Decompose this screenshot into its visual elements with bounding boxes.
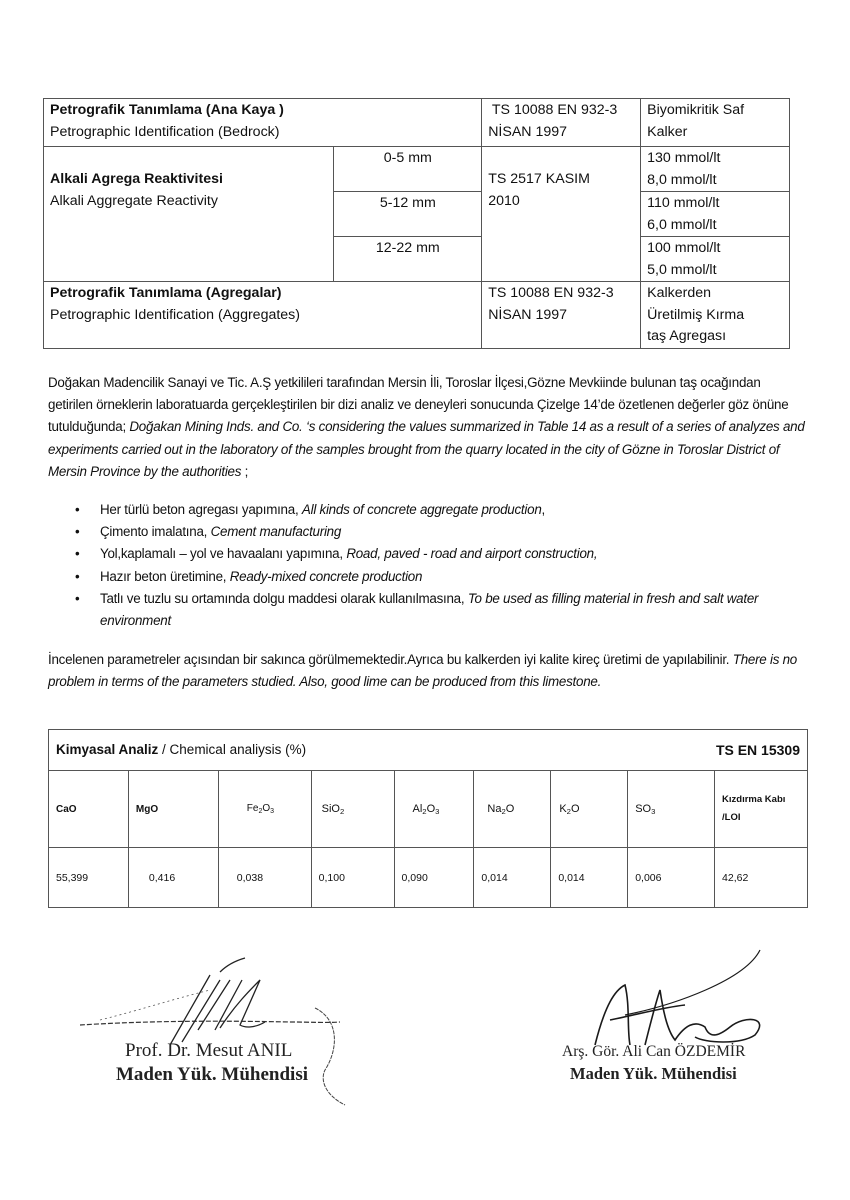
fraction-value2: 8,0 mmol/lt	[647, 171, 717, 188]
use-tr: Tatlı ve tuzlu su ortamında dolgu maddesi olarak kullanılmasına,	[100, 590, 468, 606]
conclusion-paragraph	[48, 649, 808, 693]
fraction-result	[641, 192, 790, 237]
value-cell: 0,014	[551, 848, 628, 908]
formula-part: Fe	[246, 803, 259, 814]
formula-sub: 3	[270, 808, 275, 815]
reactivity-label-cell	[44, 147, 334, 282]
aggregates-label-cell	[44, 282, 482, 349]
conclusion-text-en: There is no problem in terms of the parameters studied. Also, good lime can be produced from this limestone.	[48, 652, 798, 690]
reactivity-standard-line1: TS 2517 KASIM	[488, 171, 590, 187]
formula-part: SO	[635, 802, 652, 815]
signer-title: Maden Yük. Mühendisi	[570, 1064, 737, 1083]
fraction-size: 0-5 mm	[334, 147, 482, 192]
chemical-table-header	[49, 730, 808, 771]
column-header	[311, 771, 394, 848]
chemical-title-rest: / Chemical analiysis (%)	[158, 742, 307, 757]
value-cell: 0,100	[311, 848, 394, 908]
fraction-value1: 130 mmol/lt	[647, 150, 721, 166]
bedrock-label-tr: Petrografik Tanımlama (Ana Kaya )	[50, 102, 284, 118]
value-cell: 55,399	[49, 848, 129, 908]
fraction-value1: 110 mmol/lt	[647, 195, 720, 211]
fraction-value2: 6,0 mmol/lt	[647, 216, 717, 233]
fraction-result	[641, 147, 790, 192]
value-cell: 42,62	[715, 848, 808, 908]
aggregates-label-tr: Petrografik Tanımlama (Agregalar)	[50, 285, 282, 301]
formula-part: Na	[487, 802, 502, 815]
bedrock-label-cell	[44, 99, 482, 147]
use-tail: ,	[541, 502, 546, 517]
intro-text-en: Doğakan Mining Inds. and Co. ‘s considering the values summarized in Table 14 as a result of a series of analyzes and experiments carried out in the laboratory of the samples brought from the quarry located in the city of Gözne in Toroslar District of Mersin Province by the authorities	[48, 419, 805, 479]
intro-text-tr: Doğakan Madencilik Sanayi ve Tic. A.Ş yetkilileri tarafından Mersin İli, Toroslar İlçesi,Gözne Mevkiinde bulunan taş ocağından getirilen örneklerin laboratuarda gerçekleştirilen bir dizi analiz ve deneyleri sonucunda Çizelge 14’de özetlenen değerler göz önüne tutulduğunda;	[48, 375, 789, 435]
properties-table	[43, 98, 790, 349]
chemical-standard: TS EN 15309	[715, 742, 800, 758]
conclusion-text-tr: İncelenen parametreler açısından bir sakınca görülmemektedir.Ayrıca bu kalkerden iyi kalite kireç üretimi de yapılabilinir.	[48, 652, 733, 667]
use-tr: Her türlü beton agregası yapımına,	[100, 502, 302, 517]
table-row	[49, 771, 808, 848]
column-header	[218, 771, 311, 848]
reactivity-standard-line2: 2010	[488, 192, 520, 209]
signature-block-left	[70, 950, 350, 1110]
aggregates-result-line2: Üretilmiş Kırma	[647, 306, 745, 323]
use-en: Cement manufacturing	[210, 524, 342, 540]
bullet-icon: •	[75, 502, 80, 517]
fraction-size: 5-12 mm	[334, 192, 482, 237]
list-item	[48, 521, 800, 543]
table-row	[49, 848, 808, 908]
aggregates-result-cell	[641, 282, 790, 349]
chemical-title-bold: Kimyasal Analiz	[56, 742, 159, 757]
handwritten-signature-icon	[70, 950, 350, 1110]
column-header	[628, 771, 715, 848]
list-item	[48, 566, 800, 588]
bullet-icon: •	[75, 568, 80, 584]
bedrock-standard-line2: NİSAN 1997	[488, 123, 568, 140]
bedrock-result-cell	[641, 99, 790, 147]
use-en: Road, paved - road and airport construction,	[346, 546, 598, 562]
formula-part: O	[262, 803, 271, 814]
value-cell: 0,006	[628, 848, 715, 908]
value-cell: 0,416	[128, 848, 218, 908]
signer-name: Prof. Dr. Mesut ANIL	[125, 1040, 293, 1061]
list-item	[48, 499, 800, 521]
loi-label-line2: /LOI	[722, 812, 741, 823]
use-tr: Hazır beton üretimine,	[100, 568, 230, 584]
use-en: Ready-mixed concrete production	[229, 568, 423, 584]
aggregates-standard-line1: TS 10088 EN 932-3	[488, 285, 614, 301]
table-row	[44, 282, 790, 349]
value-cell: 0,090	[394, 848, 474, 908]
intro-paragraph	[48, 372, 808, 483]
table-row	[44, 147, 790, 192]
use-en: All kinds of concrete aggregate production	[301, 502, 542, 517]
formula-sub: 2	[422, 806, 427, 816]
value-cell: 0,014	[474, 848, 551, 908]
bedrock-result-line2: Kalker	[647, 123, 688, 140]
column-header: CaO	[49, 771, 129, 848]
loi-label: Kızdırma Kabı	[722, 794, 786, 805]
aggregates-result-line3: taş Agregası	[647, 328, 727, 344]
formula-part: K	[559, 802, 567, 815]
chemical-analysis-table	[48, 729, 808, 908]
aggregates-label-en: Petrographic Identification (Aggregates)	[50, 306, 300, 323]
aggregates-result-line1: Kalkerden	[647, 285, 712, 301]
formula-part: O	[426, 802, 436, 815]
use-tr: Çimento imalatına,	[100, 524, 211, 540]
formula-part: O	[505, 802, 515, 815]
bedrock-label-en: Petrographic Identification (Bedrock)	[50, 123, 280, 140]
bullet-icon: •	[75, 524, 80, 540]
aggregates-standard-line2: NİSAN 1997	[488, 306, 568, 323]
fraction-size: 12-22 mm	[334, 237, 482, 282]
list-item	[48, 588, 800, 632]
fraction-value2: 5,0 mmol/lt	[647, 261, 717, 278]
intro-text-end: ;	[241, 463, 249, 479]
formula-sub: 2	[501, 806, 506, 816]
fraction-value1: 100 mmol/lt	[647, 240, 721, 256]
fraction-result	[641, 237, 790, 282]
formula-sub: 3	[651, 806, 656, 816]
signer-name: Arş. Gör. Ali Can ÖZDEMİR	[562, 1043, 746, 1060]
reactivity-standard-cell	[482, 147, 641, 282]
aggregates-standard-cell	[482, 282, 641, 349]
column-header	[715, 771, 808, 848]
reactivity-label-tr: Alkali Agrega Reaktivitesi	[50, 171, 223, 187]
use-en: To be used as filling material in fresh and salt water environment	[100, 590, 759, 629]
signer-title: Maden Yük. Mühendisi	[116, 1064, 308, 1085]
formula-sub: 2	[340, 806, 345, 816]
column-header	[394, 771, 474, 848]
bedrock-standard-line1: TS 10088 EN 932-3	[488, 102, 618, 118]
value-cell: 0,038	[218, 848, 311, 908]
formula-part: Al	[412, 802, 423, 815]
uses-list	[48, 499, 800, 632]
column-header	[551, 771, 628, 848]
bedrock-result-line1: Biyomikritik Saf	[647, 102, 745, 118]
column-header: MgO	[128, 771, 218, 848]
use-tr: Yol,kaplamalı – yol ve havaalanı yapımına,	[100, 546, 347, 562]
bullet-icon: •	[75, 590, 80, 606]
formula-sub: 2	[258, 808, 263, 815]
bedrock-standard-cell	[482, 99, 641, 147]
formula-part: O	[570, 802, 580, 815]
formula-sub: 2	[566, 806, 571, 816]
table-row	[44, 99, 790, 147]
reactivity-label-en: Alkali Aggregate Reactivity	[50, 192, 218, 209]
bullet-icon: •	[75, 546, 80, 562]
list-item	[48, 543, 800, 565]
signature-block-right	[555, 945, 795, 1095]
formula-sub: 3	[435, 806, 440, 816]
column-header	[474, 771, 551, 848]
table-row	[49, 730, 808, 771]
formula-part: SiO	[321, 802, 340, 815]
